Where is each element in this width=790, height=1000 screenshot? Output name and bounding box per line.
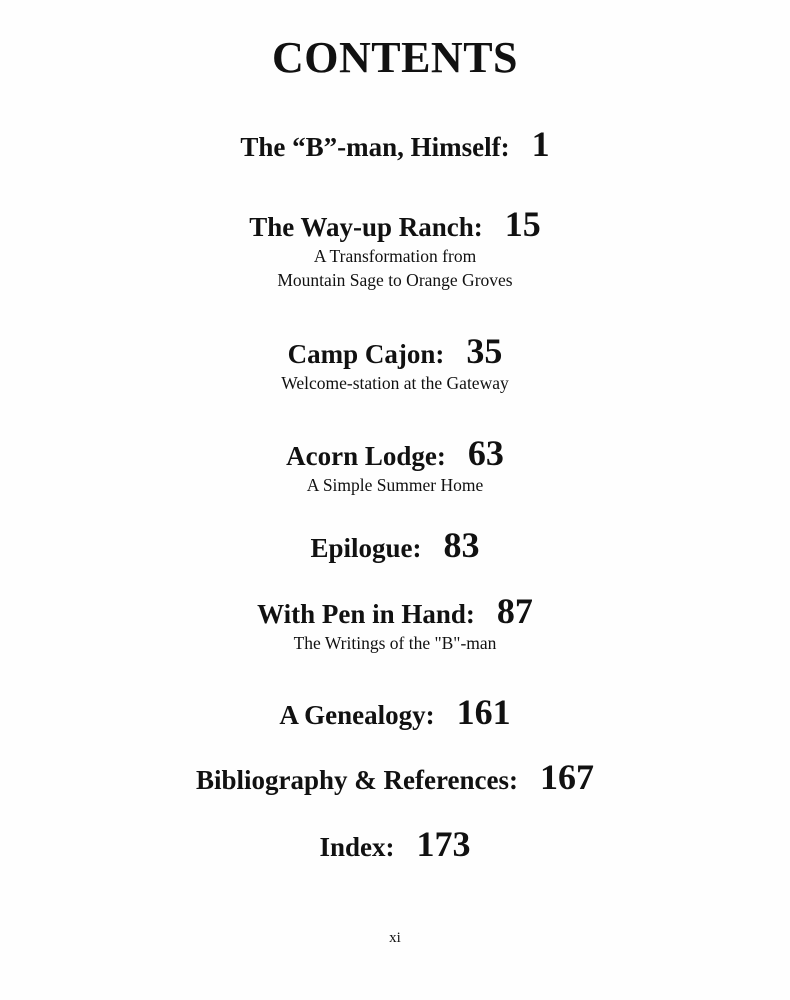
toc-entry-heading <box>0 826 790 862</box>
toc-entry-heading <box>0 759 790 795</box>
toc-entry-page-number: 167 <box>539 757 594 797</box>
toc-entry-title: Acorn Lodge: <box>286 441 446 471</box>
toc-entry-heading <box>0 126 790 162</box>
toc-entry-subtitle: The Writings of the "B"-man <box>293 633 497 653</box>
toc-entry <box>0 333 790 395</box>
toc-entry-title: Camp Cajon: <box>287 339 445 369</box>
toc-entry-page-number: 1 <box>531 124 550 164</box>
toc-entry-heading <box>0 435 790 471</box>
toc-entry <box>0 593 790 655</box>
toc-entry-page-number: 15 <box>504 204 541 244</box>
toc-entry-title: With Pen in Hand: <box>257 599 475 629</box>
toc-entry-title: Index: <box>319 832 395 862</box>
toc-entry <box>0 527 790 563</box>
toc-entry-page-number: 161 <box>456 692 511 732</box>
folio-page-number: xi <box>389 930 401 946</box>
toc-entry-subtitle: A Transformation from <box>313 246 477 266</box>
toc-entry <box>0 759 790 795</box>
toc-entry-heading <box>0 593 790 629</box>
toc-entry <box>0 435 790 497</box>
toc-entry-heading <box>0 206 790 242</box>
toc-entry-page-number: 35 <box>466 331 503 371</box>
toc-entry-heading <box>0 333 790 369</box>
toc-entry <box>0 826 790 862</box>
toc-entry-heading <box>0 694 790 730</box>
toc-entry-subtitle: Welcome-station at the Gateway <box>281 373 509 393</box>
toc-entry-heading <box>0 527 790 563</box>
toc-entry-page-number: 87 <box>496 591 533 631</box>
toc-entry <box>0 126 790 162</box>
page-title: CONTENTS <box>271 33 519 82</box>
toc-entry-subtitle: A Simple Summer Home <box>306 475 484 495</box>
toc-entry-title: The Way-up Ranch: <box>249 212 483 242</box>
toc-entry-subtitle: Mountain Sage to Orange Groves <box>277 270 513 290</box>
toc-entry-page-number: 83 <box>443 525 480 565</box>
toc-entry-title: Epilogue: <box>310 533 422 563</box>
toc-entry-title: A Genealogy: <box>279 700 435 730</box>
toc-entry <box>0 694 790 730</box>
toc-entry-page-number: 173 <box>416 824 471 864</box>
toc-entry <box>0 206 790 292</box>
toc-entry-title: The “B”-man, Himself: <box>240 132 510 162</box>
toc-entry-title: Bibliography & References: <box>196 765 518 795</box>
toc-entry-page-number: 63 <box>467 433 504 473</box>
